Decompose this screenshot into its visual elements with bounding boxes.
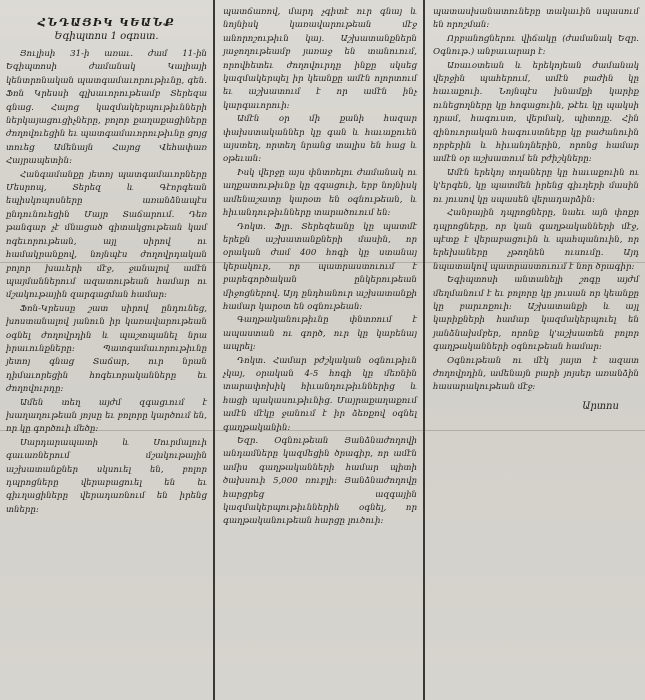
article-paragraph: Որբանոցներու վիճակը (ժամանակ Եզր. Օգնութ.) անբաւարար է: [433, 33, 639, 58]
article-paragraph: Յուլիսի 31-ի առաւ. ժամ 11-ին Եգիպտոսի ժամանակ Կալիայի կենտրոնական պատգամաւորութիւնը, գեն. Ֆոն Կրեսսի գլխաւորութեամբ Տերեզա գնաց. Հայոց կազմակերպութիւնների ներկայացուցիչները, բոլոր քաղաքացիները ժողովուեցին եւ պատգամաւորութիւնը ցոյց տուեց Ամենայն Հայոց Վեհափառ Հայրապետին: [6, 49, 207, 167]
article-paragraph: Եզր. Օգնութեան Յանձնաժողովի անդամները կազմեցին ծրագիր, որ ամէն ամիս գաղթականների համար պիտի ծախսուի 5,000 ռուբլի: Յանձնաժողովը հարցրեց ազգային կազմակերպութիւններին օգնել, որ գաղթականութեան հարցը լուծուի: [223, 436, 417, 527]
article-paragraph: Դոկտ. Ֆլր. Տերեզեանը կը պատմէ երեքն աշխատանքների մասին, որ օրական ժամ 400 հոգի կը ստանայ կերակուր, որ պատրաստուում է բարեգործական ընկերութեան միջոցներով. Այդ ընդհանուր աշխատանքի համար կարօտ են օգնութեան: [223, 221, 417, 312]
paper-fold-line [0, 430, 645, 431]
author-signature: Արտոս [582, 400, 619, 412]
article-paragraph: պատճառով, մարդ չգիտէ ուր գնայ և նոյնիսկ կառավարութեան մէջ անորոշութիւն կայ. Աշխատանքներն յաջողութեամբ յառաջ են տանուում, որովհետեւ ժողովուրդը ինքը սկսեց կազմակերպել իր կեանքը ամէն ոլորտում եւ աշխատում է որ ամէն ինչ կարգաւորուի: [223, 7, 417, 111]
article-paragraph: Հանգամանքը յետոյ պատգամաւորները Մեսրոպ, Տերեզ և Գէորգեան եպիսկոպոսները առանձնապէս ընդունուեցին Մայր Տաճարում. Դեռ թանգար չէ մնացած գիտակցութեան կամ ոգեւորութեան, այլ սիրով ու համակրանքով, նոյնպէս ժողովրդական բոլոր խաւերի մէջ, ջանալով ամէն պայմաններում ազատութեան համար ու մշակութային զարգացման համար: [6, 169, 207, 301]
dateline: Եգիպտոս 1 օգոստ. [54, 31, 159, 42]
column-1 [0, 0, 215, 700]
article-paragraph: Իսկ վերջը այս փնտռելու ժամանակ ու աղքատութիւնը կը զգացուի, երբ նոյնիսկ ամենաշատը կարօտ են օգնութեան, և հիւանդութիւնները տարածուում են: [223, 167, 417, 219]
article-paragraph: Ամէն օր մի քանի հազար փախստականներ կը գան և հաւաքուեն այստեղ, որտեղ նրանց տալիս են հաց և օթեւան: [223, 114, 417, 165]
article-paragraph: Օգնութեան ու մէկ յայտ է ազատ ժողովրդին, ամենայն բարի յոյսեր առանձին հասարակութեան մէջ: [433, 355, 639, 393]
article-paragraph: Եգիպտոսի անտանելի շոգը այժմ մեղմանում է եւ բոլորը կը յուսան որ կեանքը կը բարւոքուի: Աշխատանքի և այլ կարիքների համար կազմակերպուել են յանձնախմբեր, որոնք կ'աշխատեն բոլոր գաղթականների օգնութեան համար: [433, 275, 639, 353]
column-3 [427, 0, 645, 700]
article-paragraph: պատասխանատուները տակաւին սպասում են որոշման: [433, 7, 639, 31]
article-paragraph: Սարդարապատի և Սուրմալուի գաւառներում մշակութային աշխատանքներ սկսուել են, բոլոր դպրոցները վերաբացուել են եւ գիւղացիները վերադառնում են իրենց տները: [6, 437, 207, 515]
article-paragraph: Ֆոն-Կրեսսը շատ սիրով ընդունեց, խոստանալով յանուն իր կառավարութեան օգնել ժողովրդին և պաշտպանել նրա իրաւունքները: Պատգամաւորութիւնը յետոյ գնաց Տաճար, ուր նրան դիմաւորեցին հոգեւորականները եւ ժողովուրդը: [6, 303, 207, 395]
article-paragraph: Առաւօտեան և երեկոյեան ժամանակ վերջին պահերում, ամէն բաժին կը հաւաքուի. Նոյնպէս խնամքի կարիք ունեցողները կը հոգացուին, թէեւ կը պակսի դրամ, հագուստ, վերմակ, պիտոյք. Հին զինուորական հագուստները կը բաժանուին որբերին և հիւանդներին, որոնց համար ամէն օր աշխատում են բժիշկները: [433, 60, 639, 165]
article-paragraph: Ամէն երեկոյ տղաները կը հաւաքուին ու կ'երգեն, կը պատմեն իրենց գիւղերի մասին ու յուսով կը սպասեն վերադարձին: [433, 167, 639, 205]
article-paragraph: Հանրային դպրոցները, նաեւ այն փոքր դպրոցները, որ կան գաղթականների մէջ, պէտք է վերաբացուին և պահպանուին, որ երեխաները չթողնեն ուսումը. Այդ նպատակով պատրաստուում է նոր ծրագիր: [433, 208, 639, 272]
article-paragraph: Ամեն տեղ այժմ զգացւում է խաղաղութեան յոյսը եւ բոլորը կարծում են, որ կը գործուի մեծը: [6, 397, 207, 435]
section-heading: ՀՆԴԱՅԻԿ ԿԵԱՆՔ [37, 16, 176, 29]
article-paragraph: Դոկտ. Համար բժշկական օգնութիւն չկայ, օրական 4-5 հոգի կը մեռնին տարափոխիկ հիւանդութիւններից և հացի պակասութիւնից. Մայրաքաղաքում ամէն մէկը ջանում է իր ձեռքով օգնել գաղթականին: [223, 355, 417, 433]
paper-fold-line [0, 262, 645, 263]
column-2 [217, 0, 425, 700]
article-paragraph: Գաղթականութիւնը փնտռում է ապաստան ու գործ, ուր կը կարենայ ապրել: [223, 315, 417, 353]
